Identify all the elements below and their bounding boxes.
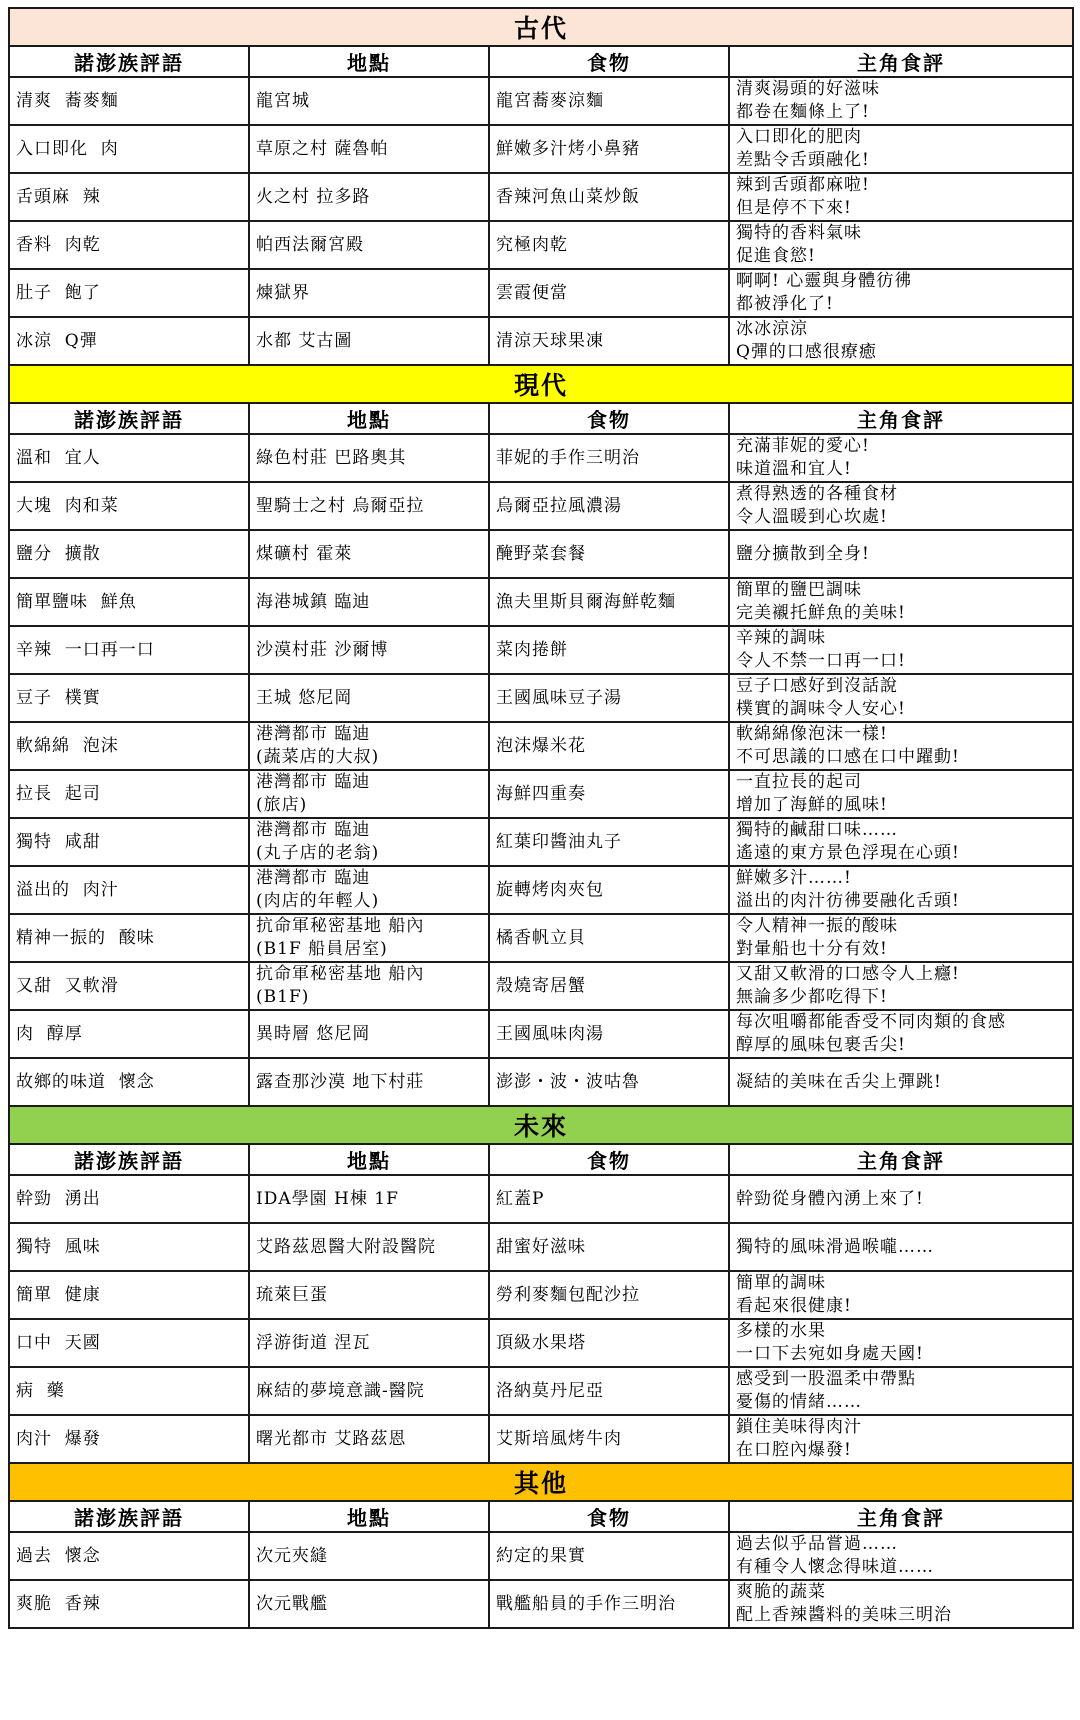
review-term-cell: 口中 天國: [9, 1319, 249, 1367]
column-header: 主角食評: [729, 1144, 1073, 1175]
food-cell: 究極肉乾: [489, 221, 729, 269]
table-row: [9, 578, 1073, 626]
column-header: 主角食評: [729, 46, 1073, 77]
column-header: 地點: [249, 46, 489, 77]
food-cell: 勞利麥麵包配沙拉: [489, 1271, 729, 1319]
food-cell: 紅葉印醬油丸子: [489, 818, 729, 866]
location-cell: 水都 艾古圖: [249, 317, 489, 365]
review-term-cell: 簡單 健康: [9, 1271, 249, 1319]
food-cell: 澎澎・波・波咕魯: [489, 1058, 729, 1106]
food-cell: 頂級水果塔: [489, 1319, 729, 1367]
column-header-row: [9, 1501, 1073, 1532]
table-row: [9, 434, 1073, 482]
comment-cell: 鮮嫩多汁……! 溢出的肉汁彷彿要融化舌頭!: [729, 866, 1073, 914]
location-cell: 次元戰艦: [249, 1580, 489, 1628]
comment-cell: 辣到舌頭都麻啦! 但是停不下來!: [729, 173, 1073, 221]
table-row: [9, 1223, 1073, 1271]
table-row: [9, 1319, 1073, 1367]
food-cell: 菲妮的手作三明治: [489, 434, 729, 482]
review-term-cell: 清爽 蕎麥麵: [9, 77, 249, 125]
comment-cell: 冰冰涼涼 Q彈的口感很療癒: [729, 317, 1073, 365]
column-header: 諾澎族評語: [9, 1501, 249, 1532]
location-cell: 次元夾縫: [249, 1532, 489, 1580]
table-row: [9, 722, 1073, 770]
section-title: 未來: [9, 1106, 1073, 1144]
column-header: 食物: [489, 1501, 729, 1532]
comment-cell: 過去似乎品嘗過…… 有種令人懷念得味道……: [729, 1532, 1073, 1580]
section-title: 其他: [9, 1463, 1073, 1501]
column-header: 食物: [489, 46, 729, 77]
review-term-cell: 病 藥: [9, 1367, 249, 1415]
location-cell: 綠色村莊 巴路奧其: [249, 434, 489, 482]
table-row: [9, 125, 1073, 173]
table-row: [9, 317, 1073, 365]
food-cell: 清涼天球果凍: [489, 317, 729, 365]
column-header: 食物: [489, 403, 729, 434]
food-cell: 鮮嫩多汁烤小鼻豬: [489, 125, 729, 173]
location-cell: 火之村 拉多路: [249, 173, 489, 221]
comment-cell: 入口即化的肥肉 差點令舌頭融化!: [729, 125, 1073, 173]
review-term-cell: 入口即化 肉: [9, 125, 249, 173]
table-row: [9, 818, 1073, 866]
table-body: [9, 8, 1073, 1628]
food-review-table: [8, 7, 1074, 1629]
review-term-cell: 又甜 又軟滑: [9, 962, 249, 1010]
table-row: [9, 77, 1073, 125]
location-cell: 曙光都市 艾路茲恩: [249, 1415, 489, 1463]
food-cell: 約定的果實: [489, 1532, 729, 1580]
location-cell: 異時層 悠尼岡: [249, 1010, 489, 1058]
food-cell: 醃野菜套餐: [489, 530, 729, 578]
table-row: [9, 1532, 1073, 1580]
location-cell: 沙漠村莊 沙爾博: [249, 626, 489, 674]
food-cell: 菜肉捲餅: [489, 626, 729, 674]
column-header: 主角食評: [729, 403, 1073, 434]
location-cell: 露查那沙漠 地下村莊: [249, 1058, 489, 1106]
column-header-row: [9, 403, 1073, 434]
section-title: 現代: [9, 365, 1073, 403]
location-cell: 抗命軍秘密基地 船內 (B1F 船員居室): [249, 914, 489, 962]
table-row: [9, 1271, 1073, 1319]
column-header: 食物: [489, 1144, 729, 1175]
review-term-cell: 大塊 肉和菜: [9, 482, 249, 530]
comment-cell: 幹勁從身體內湧上來了!: [729, 1175, 1073, 1223]
column-header: 諾澎族評語: [9, 46, 249, 77]
column-header: 地點: [249, 403, 489, 434]
review-term-cell: 精神一振的 酸味: [9, 914, 249, 962]
location-cell: 海港城鎮 臨迪: [249, 578, 489, 626]
comment-cell: 煮得熟透的各種食材 令人溫暖到心坎處!: [729, 482, 1073, 530]
column-header: 諾澎族評語: [9, 1144, 249, 1175]
review-term-cell: 肉汁 爆發: [9, 1415, 249, 1463]
food-cell: 紅蓋P: [489, 1175, 729, 1223]
column-header-row: [9, 1144, 1073, 1175]
comment-cell: 爽脆的蔬菜 配上香辣醬料的美味三明治: [729, 1580, 1073, 1628]
food-cell: 龍宮蕎麥涼麵: [489, 77, 729, 125]
review-term-cell: 溢出的 肉汁: [9, 866, 249, 914]
column-header: 諾澎族評語: [9, 403, 249, 434]
section-header-row: [9, 8, 1073, 46]
comment-cell: 凝結的美味在舌尖上彈跳!: [729, 1058, 1073, 1106]
section-title: 古代: [9, 8, 1073, 46]
comment-cell: 多樣的水果 一口下去宛如身處天國!: [729, 1319, 1073, 1367]
location-cell: 抗命軍秘密基地 船內 (B1F): [249, 962, 489, 1010]
review-term-cell: 肉 醇厚: [9, 1010, 249, 1058]
food-cell: 橘香帆立貝: [489, 914, 729, 962]
food-cell: 香辣河魚山菜炒飯: [489, 173, 729, 221]
food-cell: 泡沫爆米花: [489, 722, 729, 770]
location-cell: 麻結的夢境意識-醫院: [249, 1367, 489, 1415]
section-header-row: [9, 1106, 1073, 1144]
table-row: [9, 221, 1073, 269]
comment-cell: 獨特的風味滑過喉嚨……: [729, 1223, 1073, 1271]
review-term-cell: 肚子 飽了: [9, 269, 249, 317]
table-row: [9, 1580, 1073, 1628]
column-header: 主角食評: [729, 1501, 1073, 1532]
food-cell: 洛納莫丹尼亞: [489, 1367, 729, 1415]
table-row: [9, 674, 1073, 722]
location-cell: IDA學園 H棟 1F: [249, 1175, 489, 1223]
location-cell: 港灣都市 臨迪 (蔬菜店的大叔): [249, 722, 489, 770]
location-cell: 琉萊巨蛋: [249, 1271, 489, 1319]
food-cell: 漁夫里斯貝爾海鮮乾麵: [489, 578, 729, 626]
comment-cell: 又甜又軟滑的口感令人上癮! 無論多少都吃得下!: [729, 962, 1073, 1010]
comment-cell: 每次咀嚼都能香受不同肉類的食感 醇厚的風味包裹舌尖!: [729, 1010, 1073, 1058]
review-term-cell: 豆子 樸實: [9, 674, 249, 722]
comment-cell: 軟綿綿像泡沫一樣! 不可思議的口感在口中躍動!: [729, 722, 1073, 770]
review-term-cell: 軟綿綿 泡沫: [9, 722, 249, 770]
location-cell: 帕西法爾宮殿: [249, 221, 489, 269]
food-cell: 甜蜜好滋味: [489, 1223, 729, 1271]
section-header-row: [9, 1463, 1073, 1501]
food-cell: 艾斯培風烤牛肉: [489, 1415, 729, 1463]
food-cell: 海鮮四重奏: [489, 770, 729, 818]
review-term-cell: 溫和 宜人: [9, 434, 249, 482]
food-cell: 雲霞便當: [489, 269, 729, 317]
review-term-cell: 辛辣 一口再一口: [9, 626, 249, 674]
table-row: [9, 962, 1073, 1010]
table-row: [9, 1010, 1073, 1058]
location-cell: 煉獄界: [249, 269, 489, 317]
comment-cell: 獨特的鹹甜口味…… 遙遠的東方景色浮現在心頭!: [729, 818, 1073, 866]
comment-cell: 充滿菲妮的愛心! 味道溫和宜人!: [729, 434, 1073, 482]
table-row: [9, 173, 1073, 221]
location-cell: 草原之村 薩魯帕: [249, 125, 489, 173]
location-cell: 港灣都市 臨迪 (旅店): [249, 770, 489, 818]
comment-cell: 啊啊! 心靈與身體彷彿 都被淨化了!: [729, 269, 1073, 317]
comment-cell: 感受到一股溫柔中帶點 憂傷的情緒……: [729, 1367, 1073, 1415]
review-term-cell: 故鄉的味道 懷念: [9, 1058, 249, 1106]
column-header: 地點: [249, 1501, 489, 1532]
table-row: [9, 269, 1073, 317]
comment-cell: 獨特的香料氣味 促進食慾!: [729, 221, 1073, 269]
food-cell: 旋轉烤肉夾包: [489, 866, 729, 914]
review-term-cell: 鹽分 擴散: [9, 530, 249, 578]
location-cell: 王城 悠尼岡: [249, 674, 489, 722]
food-cell: 王國風味肉湯: [489, 1010, 729, 1058]
review-term-cell: 爽脆 香辣: [9, 1580, 249, 1628]
review-term-cell: 過去 懷念: [9, 1532, 249, 1580]
comment-cell: 豆子口感好到沒話說 樸實的調味令人安心!: [729, 674, 1073, 722]
table-row: [9, 482, 1073, 530]
review-term-cell: 簡單鹽味 鮮魚: [9, 578, 249, 626]
food-cell: 殼燒寄居蟹: [489, 962, 729, 1010]
location-cell: 聖騎士之村 烏爾亞拉: [249, 482, 489, 530]
review-term-cell: 拉長 起司: [9, 770, 249, 818]
location-cell: 煤礦村 霍萊: [249, 530, 489, 578]
review-term-cell: 幹勁 湧出: [9, 1175, 249, 1223]
food-cell: 王國風味豆子湯: [489, 674, 729, 722]
table-row: [9, 1367, 1073, 1415]
section-header-row: [9, 365, 1073, 403]
comment-cell: 令人精神一振的酸味 對暈船也十分有效!: [729, 914, 1073, 962]
comment-cell: 鹽分擴散到全身!: [729, 530, 1073, 578]
review-term-cell: 獨特 風味: [9, 1223, 249, 1271]
table-row: [9, 866, 1073, 914]
column-header-row: [9, 46, 1073, 77]
table-row: [9, 770, 1073, 818]
comment-cell: 一直拉長的起司 增加了海鮮的風味!: [729, 770, 1073, 818]
comment-cell: 辛辣的調味 令人不禁一口再一口!: [729, 626, 1073, 674]
table-row: [9, 530, 1073, 578]
comment-cell: 簡單的調味 看起來很健康!: [729, 1271, 1073, 1319]
review-term-cell: 舌頭麻 辣: [9, 173, 249, 221]
table-row: [9, 1175, 1073, 1223]
review-term-cell: 冰涼 Q彈: [9, 317, 249, 365]
comment-cell: 簡單的鹽巴調味 完美襯托鮮魚的美味!: [729, 578, 1073, 626]
table-row: [9, 914, 1073, 962]
table-row: [9, 1415, 1073, 1463]
table-row: [9, 626, 1073, 674]
review-term-cell: 香料 肉乾: [9, 221, 249, 269]
food-cell: 烏爾亞拉風濃湯: [489, 482, 729, 530]
location-cell: 港灣都市 臨迪 (肉店的年輕人): [249, 866, 489, 914]
location-cell: 龍宮城: [249, 77, 489, 125]
location-cell: 艾路茲恩醫大附設醫院: [249, 1223, 489, 1271]
location-cell: 港灣都市 臨迪 (丸子店的老翁): [249, 818, 489, 866]
location-cell: 浮游街道 涅瓦: [249, 1319, 489, 1367]
column-header: 地點: [249, 1144, 489, 1175]
review-term-cell: 獨特 咸甜: [9, 818, 249, 866]
table-row: [9, 1058, 1073, 1106]
food-cell: 戰艦船員的手作三明治: [489, 1580, 729, 1628]
comment-cell: 清爽湯頭的好滋味 都卷在麵條上了!: [729, 77, 1073, 125]
comment-cell: 鎖住美味得肉汁 在口腔內爆發!: [729, 1415, 1073, 1463]
